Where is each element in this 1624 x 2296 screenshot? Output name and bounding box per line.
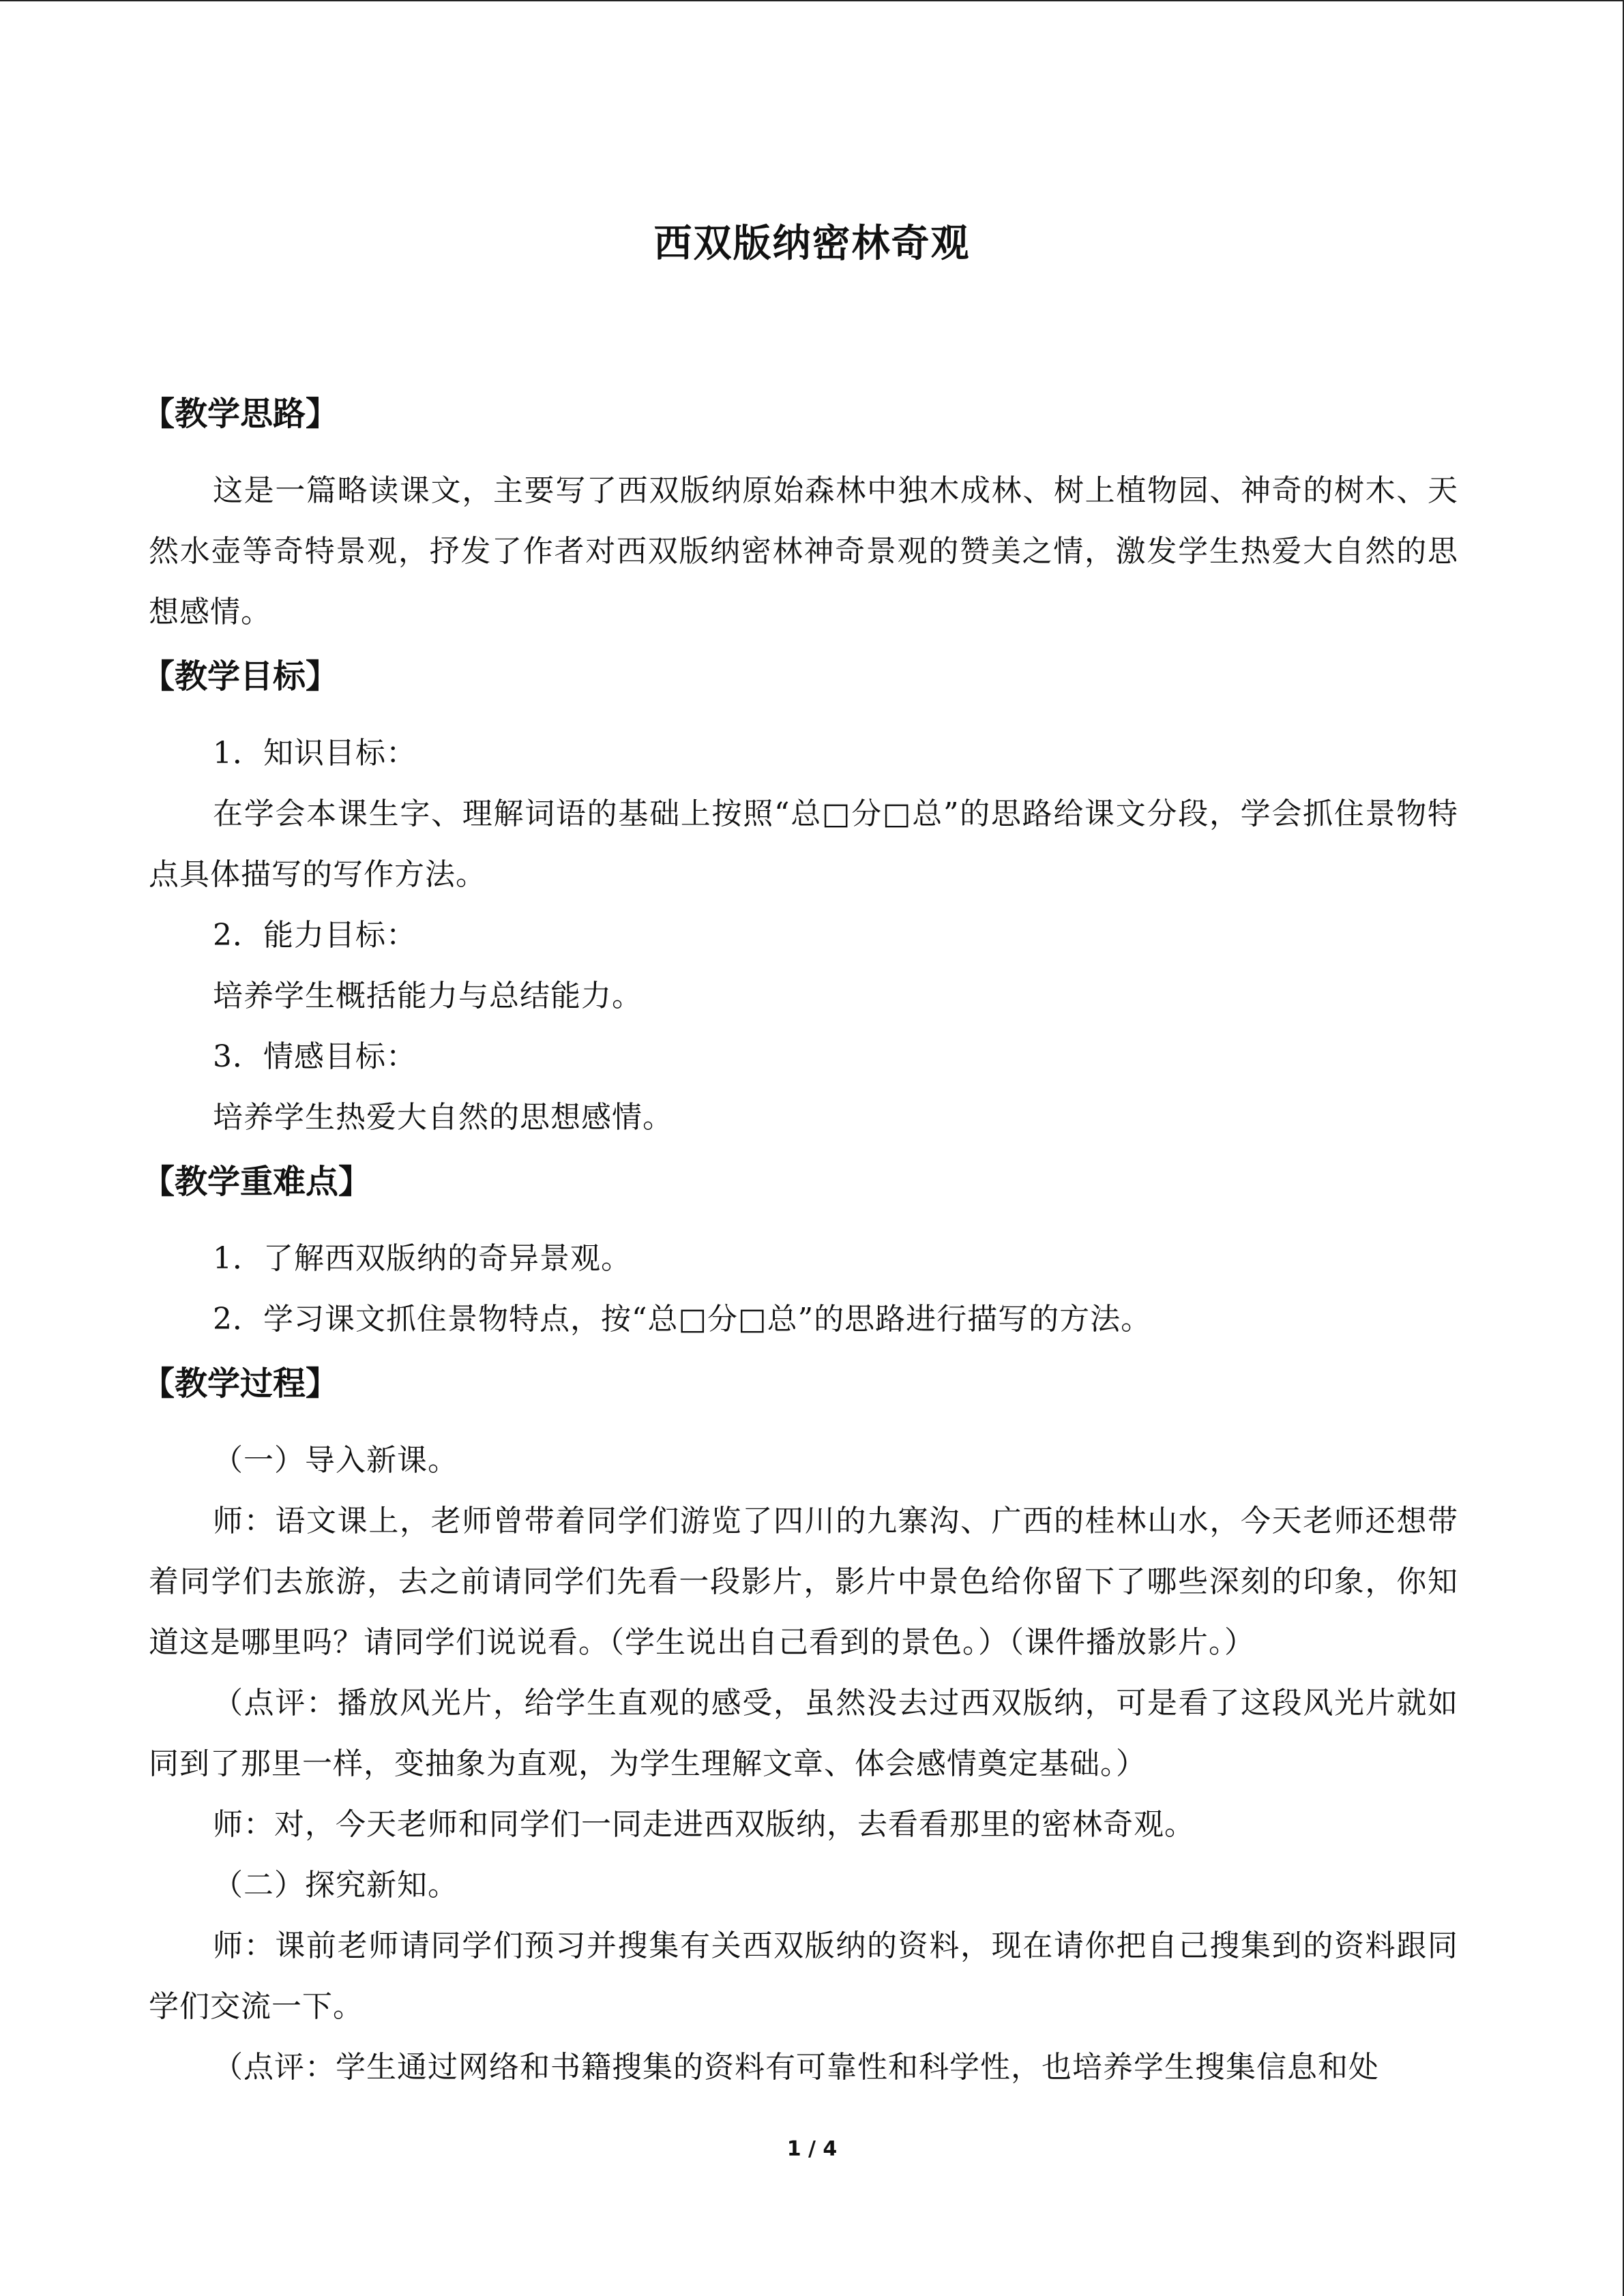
process-paragraph-1: 师：语文课上，老师曾带着同学们游览了四川的九寨沟、广西的桂林山水，今天老师还想带着同学们去旅游，去之前请同学们先看一段影片，影片中景色给你留下了哪些深刻的印象，你知道这是哪里吗？请同学们说说看。（学生说出自己看到的景色。）（课件播放影片。） [149,1504,1458,1660]
section-heading-key-points: 【教学重难点】 [142,1163,372,1201]
process-paragraph-2: 师：对，今天老师和同学们一同走进西双版纳，去看看那里的密林奇观。 [213,1807,1195,1842]
process-step-1: （一）导入新课。 [213,1443,458,1478]
goal-emotion-label: 3．情感目标： [213,1039,417,1074]
process-comment-1: （点评：播放风光片，给学生直观的感受，虽然没去过西双版纳，可是看了这段风光片就如同到了那里一样，变抽象为直观，为学生理解文章、体会感情奠定基础。） [149,1686,1458,1781]
goal-ability-label: 2．能力目标： [213,918,417,953]
section-heading-process: 【教学过程】 [142,1365,339,1403]
goal-knowledge-text: 在学会本课生字、理解词语的基础上按照“总□分□总”的思路给课文分段，学会抓住景物特点具体描写的写作方法。 [149,796,1458,892]
section-heading-goals: 【教学目标】 [142,657,339,696]
section-heading-thinking: 【教学思路】 [142,395,339,433]
document-title: 西双版纳密林奇观 [653,221,971,266]
process-paragraph-3: 师：课前老师请同学们预习并搜集有关西双版纳的资料，现在请你把自己搜集到的资料跟同学们交流一下。 [149,1928,1458,2024]
goal-knowledge-label: 1．知识目标： [213,736,417,771]
goal-emotion-text: 培养学生热爱大自然的思想感情。 [213,1100,673,1135]
key-point-1: 1．了解西双版纳的奇异景观。 [213,1241,632,1276]
page-number: 1 / 4 [786,2137,838,2161]
key-point-2: 2．学习课文抓住景物特点，按“总□分□总”的思路进行描写的方法。 [213,1302,1152,1337]
goal-ability-text: 培养学生概括能力与总结能力。 [213,979,643,1013]
process-comment-2: （点评：学生通过网络和书籍搜集的资料有可靠性和科学性，也培养学生搜集信息和处 [213,2050,1379,2085]
process-step-2: （二）探究新知。 [213,1868,458,1903]
document-body [142,380,1458,2098]
thinking-paragraph: 这是一篇略读课文，主要写了西双版纳原始森林中独木成林、树上植物园、神奇的树木、天然水壶等奇特景观，抒发了作者对西双版纳密林神奇景观的赞美之情，激发学生热爱大自然的思想感情。 [149,473,1458,629]
